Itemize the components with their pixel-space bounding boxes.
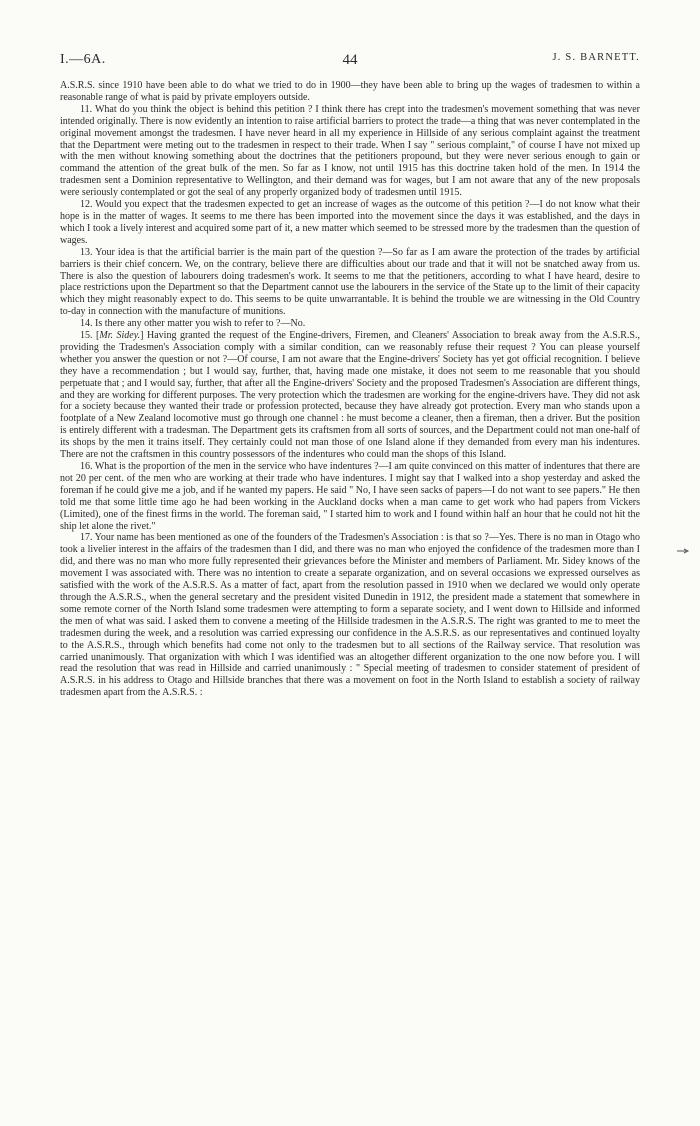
document-reference: I.—6A. [60, 52, 106, 67]
margin-mark-icon [676, 548, 690, 554]
witness-name: J. S. BARNETT. [552, 52, 640, 63]
paragraph-q16: 16. What is the proportion of the men in the service who have indentures ?—I am quite convinced on this matter of indentures that there are not 20 per cent. of the men who are working at their trade who have indentures. I might say that I walked into a shop yesterday and asked the foreman if he could give me a job, and if he wanted my papers. He said " No, I have seen sacks of papers—I do not want to see papers." He then told me that some little time ago he had been working in the Auckland docks when a man came to get work who had papers from Vickers (Limited), one of the finest firms in the world. The foreman said, " I started him to work and I found within half an hour that he could not hit the ship let alone the rivet." [60, 461, 640, 532]
paragraph-continuation: A.S.R.S. since 1910 have been able to do what we tried to do in 1900—they have been able to bring up the wages of tradesmen to within a reasonable range of what is paid by private employers outside. [60, 80, 640, 103]
paragraph-q15: 15. [Mr. Sidey.] Having granted the request of the Engine-drivers, Firemen, and Cleaners' Association to break away from the A.S.R.S., providing the Tradesmen's Association comply with a similar condition, can we reasonably refuse their request ? You can please yourself whether you answer the question or not ?—Of course, I am not aware that the Engine-drivers' Society has yet got official recognition. I believe they have a recommendation ; but I would say, further, that, having made one mistake, it does not seem to me reasonable that you should perpetuate that ; and I would say, further, that after all the Engine-drivers' Society and the proposed Tradesmen's Association are different things, and they are working for different purposes. The very protection which the tradesmen are working for the engine-drivers have. They did not ask for a society because they wanted their trade or profession protected, because they have already got protection. Every man who stands upon a footplate of a New Zealand locomotive must go through one channel : he must become a cleaner, then a fireman, then a driver. But the position is entirely different with a tradesman. The Department gets its craftsmen from all sorts of sources, and the Department could not man one-half of its shops by the men it trains itself. They certainly could not man those of one Island alone if they demanded from every man his indentures. There are not the craftsmen in this country possessors of the indentures who could man the shops of this Island. [60, 330, 640, 461]
paragraph-q17: 17. Your name has been mentioned as one of the founders of the Tradesmen's Association : is that so ?—Yes. There is no man in Otago who took a livelier interest in the affairs of the tradesmen than I did, and there was no man who enjoyed the confidence of the tradesmen more than I did, and there was no man who more fully represented their grievances before the Minister and members of Parliament. Mr. Sidey knows of the movement I was associated with. There was no intention to create a separate organization, and on several occasions we expressed ourselves as satisfied with the work of the A.S.R.S. As a matter of fact, apart from the resolution passed in 1910 when we declared we would only operate through the A.S.R.S., when the general secretary and the president visited Dunedin in 1912, the president made a statement that somewhere in some remote corner of the North Island some tradesmen were attempting to form a separate society, and I went down to Hillside and informed the men of what was said. I asked them to convene a meeting of the Hillside tradesmen in the A.S.R.S. The right was granted to me to meet the tradesmen during the week, and a resolution was carried expressing our confidence in the A.S.R.S. as our representatives and continued loyalty to the A.S.R.S., through which benefits had come not only to the tradesmen but to all sections of the Railway service. That resolution was carried unanimously. That organization with which I was identified was an altogether different organization to the one now before you. I will read the resolution that was read in Hillside and carried unanimously : " Special meeting of tradesmen to consider statement of president of A.S.R.S. in his address to Otago and Hillside branches that there was a movement on foot in the North Island to establish a society of railway tradesmen apart from the A.S.R.S. : [60, 532, 640, 699]
page-header [60, 52, 640, 74]
paragraph-q13: 13. Your idea is that the artificial barrier is the main part of the question ?—So far as I am aware the protection of the trades by artificial barriers is their chief concern. We, on the contrary, believe there are difficulties about our trade and that it will not be snatched away from us. There is also the question of labourers doing tradesmen's work. It seems to me that the petitioners, according to what I have heard, desire to place restrictions upon the Department so that the Department cannot use the labourers in the service of the State up to the limit of their capacity which they might reasonably expect to do. This seems to be quite unwarrantable. It is behind the trouble we are witnessing in the Old Country to-day in connection with the manufacture of munitions. [60, 246, 640, 318]
paragraph-q11: 11. What do you think the object is behind this petition ? I think there has crept into the tradesmen's movement something that was never intended originally. There is now evidently an intention to raise artificial barriers to protect the trade—a thing that was never contemplated in the original movement amongst the tradesmen. I have never heard in all my experience in Hillside of any serious complaint against the treatment that the Department were meting out to the tradesmen in respect to their trade. When I say " serious complaint," of course I have not mixed up with the men without knowing something about the doctrines that the petitioners propound, but they were never serious enough to gain or command the attention of the great bulk of the men. So far as I know, not until 1915 has this doctrine taken hold of the men. In 1914 the tradesmen sent a Dominion representative to Wellington, and their demand was for wages, but I am not aware that any of the new proposals were seriously contemplated or got the seal of any properly organized body of tradesmen until 1915. [60, 103, 640, 199]
speaker-name: Mr. Sidey. [99, 330, 141, 342]
paragraph-q14: 14. Is there any other matter you wish to refer to ?—No. [80, 318, 306, 330]
paragraph-q15-text: ] Having granted the request of the Engine-drivers, Firemen, and Cleaners' Association to break away from the A.S.R.S., providing the Tradesmen's Association comply with a similar condition, can we reasonably refuse their request ? You can please yourself whether you answer the question or not ?—Of course, I am not aware that the Engine-drivers' Society has yet got official recognition. I believe they have a recommendation ; but I would say, further, that, having made one mistake, it does not seem to me reasonable that you should perpetuate that ; and I would say, further, that after all the Engine-drivers' Society and the proposed Tradesmen's Association are different things, and they are working for different purposes. The very protection which the tradesmen are working for the engine-drivers have. They did not ask for a society because they wanted their trade or profession protected, because they have already got protection. Every man who stands upon a footplate of a New Zealand locomotive must go through one channel : he must become a cleaner, then a fireman, then a driver. But the position is entirely different with a tradesman. The Department gets its craftsmen from all sorts of sources, and the Department could not man one-half of its shops by the men it trains itself. They certainly could not man those of one Island alone if they demanded from every man his indentures. There are not the craftsmen in this country possessors of the indentures who could man the shops of this Island. [60, 330, 640, 461]
page-number: 44 [342, 52, 358, 68]
paragraph-q12: 12. Would you expect that the tradesmen expected to get an increase of wages as the outcome of this petition ?—I do not know what their hope is in the matter of wages. It seems to me there has been imported into the movement since the days it was established, and the days in which I took a lively interest and acquired some part of it, a new matter which seemed to be stressed more by the tradesmen than the question of wages. [60, 199, 640, 246]
document-body [60, 80, 640, 699]
